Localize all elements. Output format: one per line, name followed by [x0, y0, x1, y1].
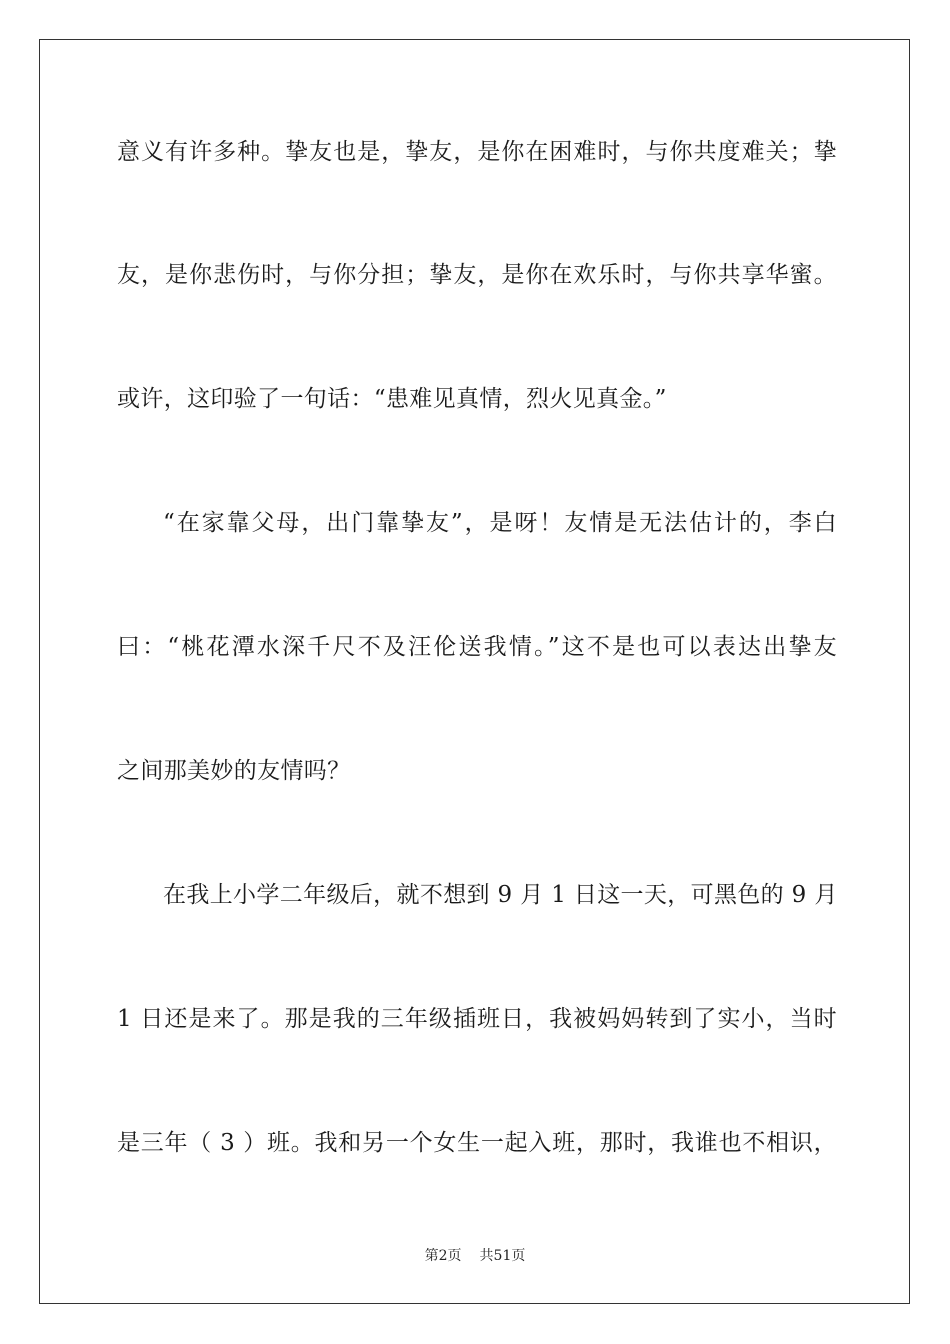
text-line-3: 或许，这印验了一句话：“患难见真情，烈火见真金。”: [117, 386, 667, 412]
page-border: [39, 39, 910, 1304]
text-line-9: 是三年（ 3 ）班。我和另一个女生一起入班，那时，我谁也不相识，: [117, 1130, 837, 1156]
page-number: 第2页: [424, 1248, 462, 1264]
text-line-4: “在家靠父母，出门靠挚友”，是呀！友情是无法估计的，李白: [163, 510, 837, 536]
text-line-8: 1 日还是来了。那是我的三年级插班日，我被妈妈转到了实小，当时: [117, 1006, 837, 1032]
text-line-5: 曰：“桃花潭水深千尺不及汪伦送我情。”这不是也可以表达出挚友: [117, 634, 837, 660]
text-line-2: 友，是你悲伤时，与你分担；挚友，是你在欢乐时，与你共享华蜜。: [117, 262, 837, 288]
page-total: 共51页: [479, 1248, 526, 1264]
text-line-6: 之间那美妙的友情吗？: [117, 758, 351, 784]
text-line-1: 意义有许多种。挚友也是，挚友，是你在困难时，与你共度难关；挚: [117, 139, 837, 165]
text-line-7: 在我上小学二年级后，就不想到 9 月 1 日这一天，可黑色的 9 月: [163, 882, 838, 908]
page-footer: [0, 1246, 950, 1266]
